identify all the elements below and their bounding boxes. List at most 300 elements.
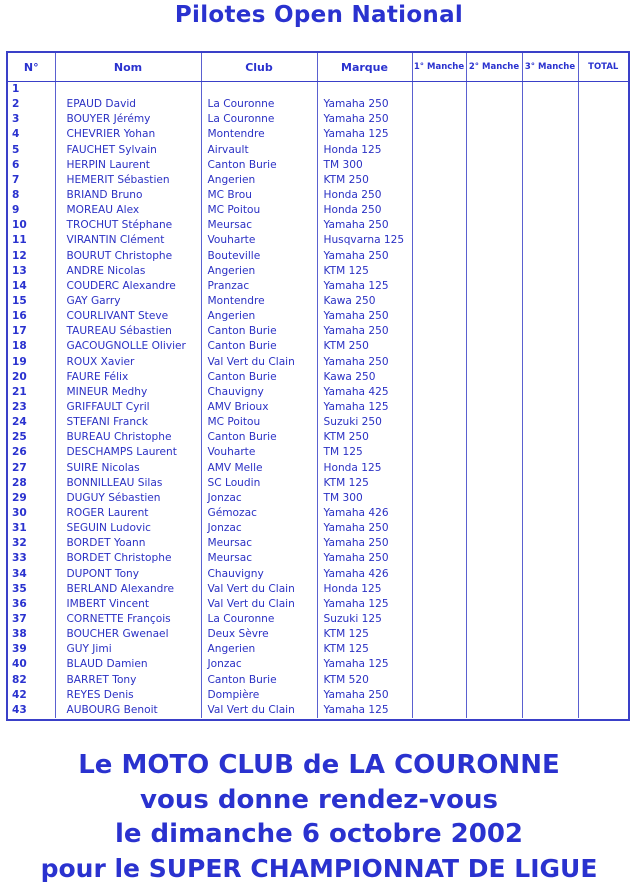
table-row [8, 264, 628, 279]
manche-2-cell [466, 476, 522, 491]
manche-3-cell [522, 339, 578, 354]
rider-number: 36 [8, 597, 55, 612]
rider-number: 35 [8, 582, 55, 597]
rider-club: Val Vert du Clain [201, 703, 317, 718]
rider-name: TROCHUT Stéphane [55, 218, 201, 233]
rider-number: 30 [8, 506, 55, 521]
rider-number: 6 [8, 158, 55, 173]
rider-bike [317, 82, 412, 98]
header-manche-3: 3° Manche [522, 53, 578, 82]
table-row [8, 279, 628, 294]
manche-2-cell [466, 355, 522, 370]
rider-club: Val Vert du Clain [201, 582, 317, 597]
rider-name: ANDRE Nicolas [55, 264, 201, 279]
rider-name: GAY Garry [55, 294, 201, 309]
rider-number: 31 [8, 521, 55, 536]
total-cell [578, 355, 628, 370]
manche-1-cell [412, 506, 466, 521]
manche-1-cell [412, 82, 466, 98]
rider-bike: Yamaha 250 [317, 112, 412, 127]
manche-3-cell [522, 582, 578, 597]
rider-number: 17 [8, 324, 55, 339]
manche-1-cell [412, 218, 466, 233]
total-cell [578, 188, 628, 203]
rider-club: Dompière [201, 688, 317, 703]
table-row [8, 642, 628, 657]
table-row [8, 355, 628, 370]
manche-2-cell [466, 521, 522, 536]
rider-club: Chauvigny [201, 567, 317, 582]
rider-name: SUIRE Nicolas [55, 461, 201, 476]
rider-bike: Husqvarna 125 [317, 233, 412, 248]
manche-2-cell [466, 82, 522, 98]
table-row [8, 203, 628, 218]
manche-1-cell [412, 582, 466, 597]
manche-1-cell [412, 264, 466, 279]
rider-name: DESCHAMPS Laurent [55, 445, 201, 460]
rider-club: Canton Burie [201, 370, 317, 385]
rider-name: AUBOURG Benoit [55, 703, 201, 718]
manche-2-cell [466, 279, 522, 294]
manche-3-cell [522, 657, 578, 672]
rider-name: FAURE Félix [55, 370, 201, 385]
rider-number: 24 [8, 415, 55, 430]
rider-number: 32 [8, 536, 55, 551]
manche-2-cell [466, 264, 522, 279]
manche-3-cell [522, 355, 578, 370]
rider-number: 7 [8, 173, 55, 188]
rider-number: 4 [8, 127, 55, 142]
table-row [8, 536, 628, 551]
rider-bike: Yamaha 250 [317, 688, 412, 703]
rider-bike: Yamaha 250 [317, 309, 412, 324]
manche-2-cell [466, 597, 522, 612]
manche-2-cell [466, 143, 522, 158]
manche-3-cell [522, 82, 578, 98]
header-num: N° [8, 53, 55, 82]
rider-bike: Yamaha 426 [317, 567, 412, 582]
rider-bike: Yamaha 125 [317, 400, 412, 415]
total-cell [578, 430, 628, 445]
rider-club: Montendre [201, 127, 317, 142]
rider-club: Meursac [201, 218, 317, 233]
rider-bike: KTM 250 [317, 430, 412, 445]
rider-bike: Yamaha 250 [317, 218, 412, 233]
rider-number: 43 [8, 703, 55, 718]
total-cell [578, 703, 628, 718]
rider-bike: Yamaha 250 [317, 551, 412, 566]
manche-3-cell [522, 461, 578, 476]
manche-3-cell [522, 430, 578, 445]
manche-1-cell [412, 173, 466, 188]
rider-name: HERPIN Laurent [55, 158, 201, 173]
total-cell [578, 370, 628, 385]
total-cell [578, 127, 628, 142]
rider-bike: Yamaha 426 [317, 506, 412, 521]
manche-2-cell [466, 688, 522, 703]
manche-1-cell [412, 158, 466, 173]
manche-3-cell [522, 688, 578, 703]
total-cell [578, 657, 628, 672]
manche-2-cell [466, 173, 522, 188]
rider-number: 3 [8, 112, 55, 127]
rider-club: Meursac [201, 536, 317, 551]
total-cell [578, 233, 628, 248]
manche-2-cell [466, 188, 522, 203]
rider-number: 39 [8, 642, 55, 657]
table-body [8, 82, 628, 718]
total-cell [578, 688, 628, 703]
rider-name: GACOUGNOLLE Olivier [55, 339, 201, 354]
header-manche-1: 1° Manche [412, 53, 466, 82]
rider-name: VIRANTIN Clément [55, 233, 201, 248]
manche-1-cell [412, 294, 466, 309]
rider-number: 23 [8, 400, 55, 415]
total-cell [578, 461, 628, 476]
total-cell [578, 672, 628, 687]
manche-2-cell [466, 612, 522, 627]
rider-number: 15 [8, 294, 55, 309]
manche-3-cell [522, 445, 578, 460]
rider-bike: Honda 250 [317, 188, 412, 203]
manche-1-cell [412, 415, 466, 430]
rider-number: 34 [8, 567, 55, 582]
rider-club: Val Vert du Clain [201, 597, 317, 612]
table-row [8, 370, 628, 385]
rider-name: TAUREAU Sébastien [55, 324, 201, 339]
rider-name: DUGUY Sébastien [55, 491, 201, 506]
total-cell [578, 264, 628, 279]
rider-club [201, 82, 317, 98]
manche-3-cell [522, 158, 578, 173]
rider-number: 1 [8, 82, 55, 98]
table-row [8, 324, 628, 339]
event-announcement [0, 748, 638, 886]
rider-club: AMV Brioux [201, 400, 317, 415]
manche-3-cell [522, 173, 578, 188]
rider-bike: Yamaha 250 [317, 536, 412, 551]
rider-number: 37 [8, 612, 55, 627]
rider-name [55, 82, 201, 98]
manche-3-cell [522, 612, 578, 627]
rider-club: Canton Burie [201, 430, 317, 445]
rider-bike: Yamaha 125 [317, 597, 412, 612]
table-header-row [8, 53, 628, 82]
rider-bike: KTM 125 [317, 642, 412, 657]
table-row [8, 476, 628, 491]
total-cell [578, 642, 628, 657]
manche-2-cell [466, 233, 522, 248]
table-row [8, 430, 628, 445]
rider-name: ROUX Xavier [55, 355, 201, 370]
total-cell [578, 506, 628, 521]
rider-name: BERLAND Alexandre [55, 582, 201, 597]
rider-bike: Yamaha 425 [317, 385, 412, 400]
manche-1-cell [412, 309, 466, 324]
rider-bike: TM 300 [317, 158, 412, 173]
total-cell [578, 582, 628, 597]
manche-2-cell [466, 324, 522, 339]
rider-number: 12 [8, 249, 55, 264]
table-row [8, 97, 628, 112]
rider-club: Jonzac [201, 491, 317, 506]
rider-club: Canton Burie [201, 339, 317, 354]
manche-1-cell [412, 324, 466, 339]
manche-2-cell [466, 415, 522, 430]
manche-2-cell [466, 97, 522, 112]
total-cell [578, 218, 628, 233]
header-nom: Nom [55, 53, 201, 82]
rider-name: BLAUD Damien [55, 657, 201, 672]
rider-name: CHEVRIER Yohan [55, 127, 201, 142]
rider-club: Angerien [201, 173, 317, 188]
table-row [8, 672, 628, 687]
rider-club: Jonzac [201, 521, 317, 536]
manche-1-cell [412, 233, 466, 248]
rider-number: 38 [8, 627, 55, 642]
manche-2-cell [466, 309, 522, 324]
manche-1-cell [412, 188, 466, 203]
manche-1-cell [412, 127, 466, 142]
table-row [8, 309, 628, 324]
rider-number: 28 [8, 476, 55, 491]
total-cell [578, 82, 628, 98]
total-cell [578, 476, 628, 491]
table-row [8, 188, 628, 203]
rider-name: ROGER Laurent [55, 506, 201, 521]
rider-club: Canton Burie [201, 158, 317, 173]
rider-name: HEMERIT Sébastien [55, 173, 201, 188]
total-cell [578, 597, 628, 612]
table-row [8, 127, 628, 142]
manche-3-cell [522, 597, 578, 612]
manche-2-cell [466, 370, 522, 385]
rider-name: COURLIVANT Steve [55, 309, 201, 324]
manche-2-cell [466, 158, 522, 173]
announcement-line-2: vous donne rendez-vous [140, 784, 498, 815]
rider-bike: Suzuki 250 [317, 415, 412, 430]
rider-bike: Yamaha 125 [317, 657, 412, 672]
rider-number: 10 [8, 218, 55, 233]
table-row [8, 400, 628, 415]
manche-3-cell [522, 143, 578, 158]
rider-club: MC Brou [201, 188, 317, 203]
rider-bike: KTM 125 [317, 627, 412, 642]
manche-2-cell [466, 627, 522, 642]
manche-2-cell [466, 112, 522, 127]
rider-club: Vouharte [201, 445, 317, 460]
manche-3-cell [522, 415, 578, 430]
manche-2-cell [466, 294, 522, 309]
manche-1-cell [412, 567, 466, 582]
manche-3-cell [522, 703, 578, 718]
rider-name: BOURUT Christophe [55, 249, 201, 264]
rider-bike: Yamaha 125 [317, 279, 412, 294]
manche-3-cell [522, 627, 578, 642]
manche-1-cell [412, 400, 466, 415]
rider-club: Meursac [201, 551, 317, 566]
manche-3-cell [522, 491, 578, 506]
table-row [8, 173, 628, 188]
manche-3-cell [522, 97, 578, 112]
rider-number: 82 [8, 672, 55, 687]
manche-1-cell [412, 688, 466, 703]
manche-3-cell [522, 203, 578, 218]
manche-1-cell [412, 249, 466, 264]
table-row [8, 294, 628, 309]
manche-2-cell [466, 385, 522, 400]
rider-name: BOUYER Jérémy [55, 112, 201, 127]
manche-2-cell [466, 203, 522, 218]
rider-number: 19 [8, 355, 55, 370]
manche-2-cell [466, 703, 522, 718]
rider-number: 14 [8, 279, 55, 294]
total-cell [578, 279, 628, 294]
table-row [8, 112, 628, 127]
total-cell [578, 249, 628, 264]
table-row [8, 567, 628, 582]
manche-2-cell [466, 127, 522, 142]
manche-1-cell [412, 461, 466, 476]
rider-number: 13 [8, 264, 55, 279]
manche-1-cell [412, 112, 466, 127]
manche-1-cell [412, 355, 466, 370]
rider-club: La Couronne [201, 112, 317, 127]
manche-1-cell [412, 551, 466, 566]
manche-1-cell [412, 445, 466, 460]
rider-number: 25 [8, 430, 55, 445]
total-cell [578, 339, 628, 354]
manche-1-cell [412, 491, 466, 506]
total-cell [578, 97, 628, 112]
manche-1-cell [412, 203, 466, 218]
rider-name: REYES Denis [55, 688, 201, 703]
rider-club: Jonzac [201, 657, 317, 672]
manche-1-cell [412, 521, 466, 536]
announcement-line-3: le dimanche 6 octobre 2002 [114, 819, 524, 849]
manche-2-cell [466, 567, 522, 582]
rider-name: COUDERC Alexandre [55, 279, 201, 294]
manche-2-cell [466, 642, 522, 657]
table-row [8, 461, 628, 476]
manche-1-cell [412, 385, 466, 400]
rider-bike: KTM 250 [317, 339, 412, 354]
manche-3-cell [522, 476, 578, 491]
rider-name: GUY Jimi [55, 642, 201, 657]
rider-club: Montendre [201, 294, 317, 309]
manche-2-cell [466, 491, 522, 506]
manche-2-cell [466, 536, 522, 551]
table-row [8, 249, 628, 264]
manche-2-cell [466, 657, 522, 672]
rider-name: MINEUR Medhy [55, 385, 201, 400]
rider-name: BONNILLEAU Silas [55, 476, 201, 491]
rider-number: 11 [8, 233, 55, 248]
rider-number: 2 [8, 97, 55, 112]
manche-2-cell [466, 461, 522, 476]
manche-3-cell [522, 370, 578, 385]
rider-club: Angerien [201, 642, 317, 657]
rider-name: BRIAND Bruno [55, 188, 201, 203]
header-total: TOTAL [578, 53, 628, 82]
rider-bike: Yamaha 250 [317, 97, 412, 112]
rider-club: Chauvigny [201, 385, 317, 400]
manche-3-cell [522, 264, 578, 279]
manche-3-cell [522, 127, 578, 142]
rider-number: 26 [8, 445, 55, 460]
total-cell [578, 294, 628, 309]
rider-bike: Yamaha 250 [317, 355, 412, 370]
total-cell [578, 385, 628, 400]
rider-club: Canton Burie [201, 324, 317, 339]
table-row [8, 688, 628, 703]
rider-bike: Kawa 250 [317, 294, 412, 309]
rider-name: BUREAU Christophe [55, 430, 201, 445]
table-row [8, 521, 628, 536]
manche-3-cell [522, 249, 578, 264]
manche-3-cell [522, 567, 578, 582]
manche-3-cell [522, 642, 578, 657]
manche-2-cell [466, 218, 522, 233]
manche-3-cell [522, 218, 578, 233]
total-cell [578, 112, 628, 127]
rider-number: 5 [8, 143, 55, 158]
manche-1-cell [412, 143, 466, 158]
total-cell [578, 173, 628, 188]
manche-3-cell [522, 294, 578, 309]
table-row [8, 597, 628, 612]
manche-1-cell [412, 279, 466, 294]
total-cell [578, 612, 628, 627]
header-club: Club [201, 53, 317, 82]
rider-name: FAUCHET Sylvain [55, 143, 201, 158]
rider-name: BORDET Yoann [55, 536, 201, 551]
manche-2-cell [466, 445, 522, 460]
rider-bike: TM 300 [317, 491, 412, 506]
manche-2-cell [466, 672, 522, 687]
rider-bike: Honda 125 [317, 582, 412, 597]
total-cell [578, 158, 628, 173]
total-cell [578, 415, 628, 430]
table-row [8, 385, 628, 400]
rider-club: La Couronne [201, 97, 317, 112]
rider-club: Airvault [201, 143, 317, 158]
manche-1-cell [412, 627, 466, 642]
rider-number: 33 [8, 551, 55, 566]
table-row [8, 703, 628, 718]
rider-number: 9 [8, 203, 55, 218]
results-table-frame [6, 51, 630, 721]
rider-club: La Couronne [201, 612, 317, 627]
page-title: Pilotes Open National [174, 2, 464, 28]
table-row [8, 491, 628, 506]
manche-1-cell [412, 612, 466, 627]
manche-3-cell [522, 672, 578, 687]
rider-club: Angerien [201, 309, 317, 324]
rider-club: Vouharte [201, 233, 317, 248]
rider-name: CORNETTE François [55, 612, 201, 627]
rider-club: MC Poitou [201, 415, 317, 430]
manche-3-cell [522, 233, 578, 248]
rider-name: GRIFFAULT Cyril [55, 400, 201, 415]
rider-number: 16 [8, 309, 55, 324]
total-cell [578, 309, 628, 324]
table-row [8, 82, 628, 98]
rider-club: Gémozac [201, 506, 317, 521]
rider-club: AMV Melle [201, 461, 317, 476]
table-row [8, 657, 628, 672]
manche-2-cell [466, 400, 522, 415]
